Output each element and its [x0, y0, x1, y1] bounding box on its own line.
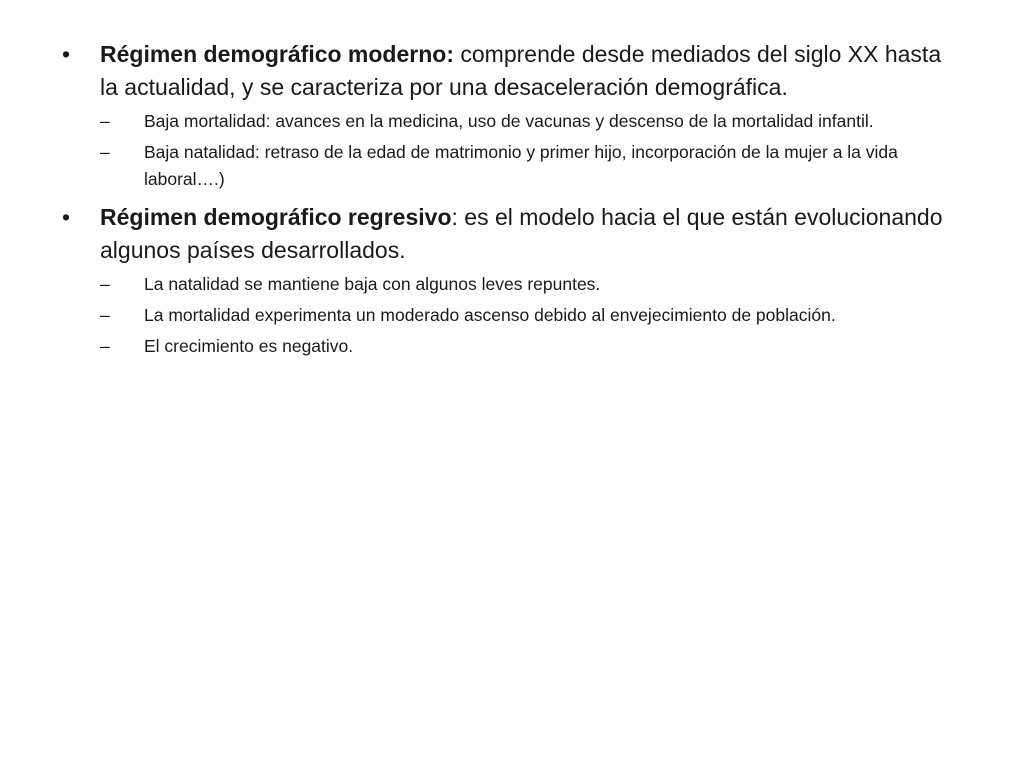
sub-item [100, 271, 924, 298]
dash-marker: – [100, 142, 110, 162]
dash-marker: – [100, 111, 110, 131]
sub-item [100, 302, 924, 329]
bullet-item-moderno [62, 38, 962, 193]
sub-item-text: Baja natalidad: retraso de la edad de matrimonio y primer hijo, incorporación de la mujer a la vida laboral….) [144, 142, 898, 189]
bullet-marker: • [62, 204, 71, 230]
sub-item-text: El crecimiento es negativo. [144, 336, 354, 356]
bullet-term: Régimen demográfico moderno: [100, 41, 454, 67]
bullet-list [62, 38, 962, 368]
sub-item [100, 333, 924, 360]
sub-list [100, 108, 962, 193]
bullet-marker: • [62, 41, 71, 67]
sub-item-text: La mortalidad experimenta un moderado ascenso debido al envejecimiento de población. [144, 305, 836, 325]
dash-marker: – [100, 305, 110, 325]
bullet-text: comprende desde mediados del siglo XX hasta la actualidad, y se caracteriza por una desaceleración demográfica. [100, 41, 942, 100]
bullet-item-regresivo [62, 201, 962, 360]
dash-marker: – [100, 274, 110, 294]
sub-item-text: La natalidad se mantiene baja con algunos leves repuntes. [144, 274, 601, 294]
bullet-term: Régimen demográfico regresivo [100, 204, 452, 230]
sub-item [100, 108, 924, 135]
sub-item [100, 139, 924, 193]
sub-item-text: Baja mortalidad: avances en la medicina, uso de vacunas y descenso de la mortalidad infantil. [144, 111, 874, 131]
sub-list [100, 271, 962, 360]
bullet-text: : es el modelo hacia el que están evolucionando algunos países desarrollados. [100, 204, 943, 263]
dash-marker: – [100, 336, 110, 356]
